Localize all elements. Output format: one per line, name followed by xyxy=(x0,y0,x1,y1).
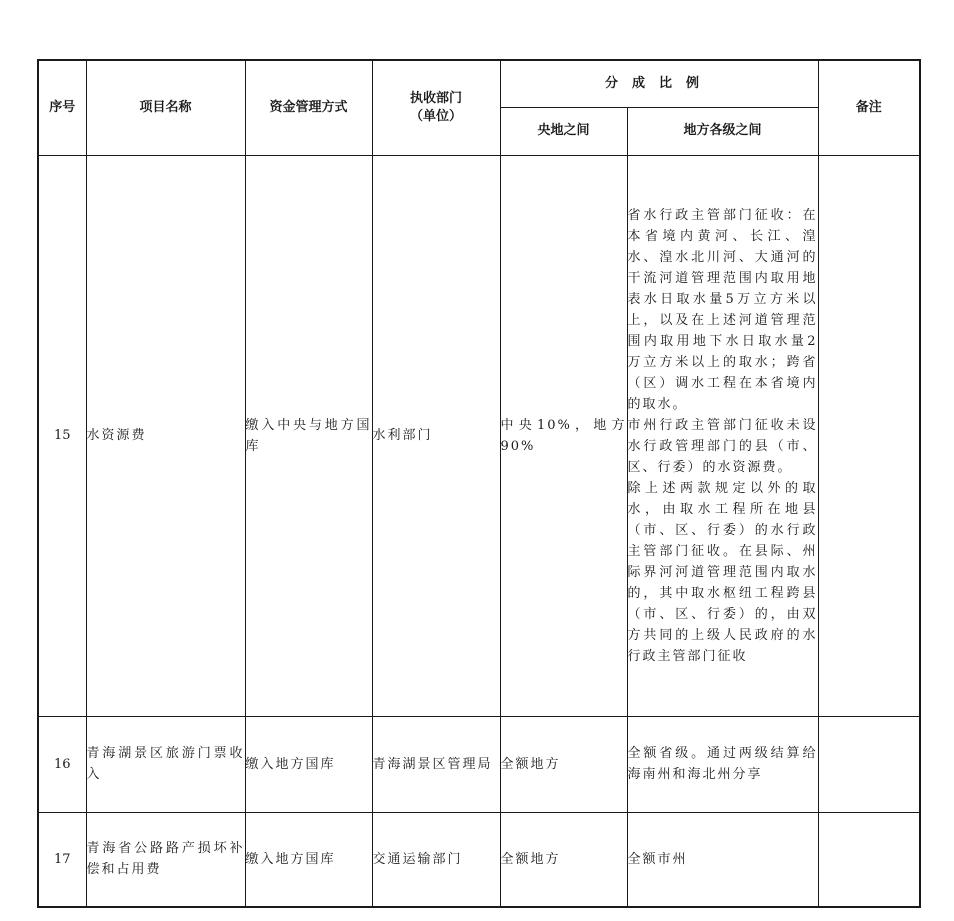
header-seq: 序号 xyxy=(38,60,86,155)
table-row xyxy=(38,155,920,716)
cell-item-name: 青海湖景区旅游门票收入 xyxy=(86,716,245,812)
table-row xyxy=(38,716,920,812)
header-dept xyxy=(372,60,500,155)
cell-local-levels: 全额市州 xyxy=(627,812,818,907)
header-remarks: 备注 xyxy=(818,60,920,155)
cell-local-levels: 全额省级。通过两级结算给海南州和海北州分享 xyxy=(627,716,818,812)
cell-local-levels xyxy=(627,155,818,716)
local-levels-para: 省水行政主管部门征收：在本省境内黄河、长江、湟水、湟水北川河、大通河的干流河道管理范围内取用地表水日取水量5万立方米以上，以及在上述河道管理范围内取用地下水日取水量2万立方米以上的取水；跨省（区）调水工程在本省境内的取水。 xyxy=(627,207,818,412)
header-item-name: 项目名称 xyxy=(86,60,245,155)
header-dept-line2: （单位） xyxy=(409,108,462,124)
cell-central-local: 全额地方 xyxy=(500,812,627,907)
revenue-sharing-table xyxy=(37,59,921,908)
cell-remarks xyxy=(818,155,920,716)
header-ratio: 分成比例 xyxy=(500,60,818,107)
cell-fund-mgmt: 缴入中央与地方国库 xyxy=(245,155,372,716)
local-levels-para: 除上述两款规定以外的取水，由取水工程所在地县（市、区、行委）的水行政主管部门征收。在县际、州际界河河道管理范围内取水的，其中取水枢纽工程跨县（市、区、行委）的，由双方共同的上级人民政府的水行政主管部门征收 xyxy=(627,480,818,664)
cell-item-name: 青海省公路路产损坏补偿和占用费 xyxy=(86,812,245,907)
cell-remarks xyxy=(818,716,920,812)
cell-seq: 15 xyxy=(38,155,86,716)
cell-central-local: 中央10%，地方90% xyxy=(500,155,627,716)
cell-central-local: 全额地方 xyxy=(500,716,627,812)
cell-fund-mgmt: 缴入地方国库 xyxy=(245,812,372,907)
header-local-levels: 地方各级之间 xyxy=(627,107,818,155)
cell-item-name: 水资源费 xyxy=(86,155,245,716)
local-levels-para: 市州行政主管部门征收未设水行政管理部门的县（市、区、行委）的水资源费。 xyxy=(627,417,818,475)
cell-dept: 交通运输部门 xyxy=(372,812,500,907)
header-dept-line1: 执收部门 xyxy=(409,90,462,106)
header-fund-mgmt: 资金管理方式 xyxy=(245,60,372,155)
cell-seq: 17 xyxy=(38,812,86,907)
header-central-local: 央地之间 xyxy=(500,107,627,155)
cell-fund-mgmt: 缴入地方国库 xyxy=(245,716,372,812)
cell-remarks xyxy=(818,812,920,907)
cell-seq: 16 xyxy=(38,716,86,812)
cell-dept: 青海湖景区管理局 xyxy=(372,716,500,812)
table-row xyxy=(38,812,920,907)
cell-dept: 水利部门 xyxy=(372,155,500,716)
